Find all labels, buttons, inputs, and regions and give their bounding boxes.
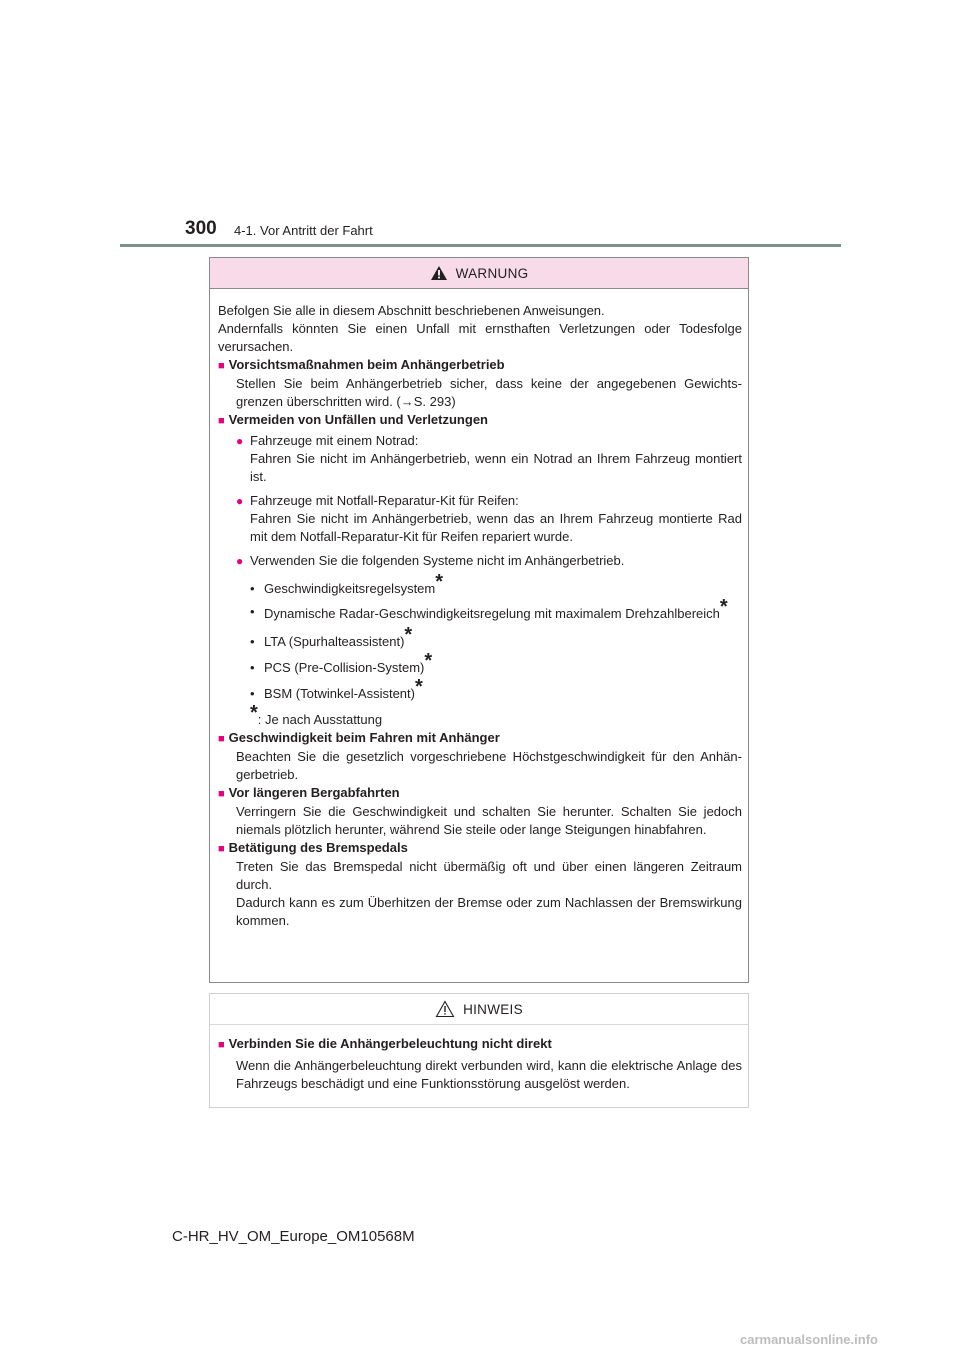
watermark: carmanualsonline.info [740,1332,878,1347]
square-bullet-icon: ■ [218,415,225,427]
caution-triangle-icon [435,1000,455,1018]
header-rule [120,244,841,247]
circle-bullet-icon: ● [236,494,244,508]
warning-triangle-icon [430,265,448,281]
list-item: ● Verwenden Sie die folgenden Systeme nicht im Anhängerbetrieb. [236,553,625,568]
notice-box [209,993,749,1108]
circle-bullet-icon: ● [236,554,244,568]
section-heading: ■ Vermeiden von Unfällen und Verletzungen [218,412,488,427]
square-bullet-icon: ■ [218,1039,225,1051]
notice-body [210,1025,748,1093]
footnote: *: Je nach Ausstattung [250,702,383,727]
notice-text: Wenn die Anhängerbeleuchtung direkt verbunden wird, kann die elektrische Anlage des Fahrzeugs beschädigt und eine Funktionsstörung ausgelöst werden. [236,1058,742,1091]
notice-heading: ■ Verbinden Sie die Anhängerbeleuchtung nicht direkt [218,1036,552,1051]
warning-box [209,257,749,983]
section-text: Stellen Sie beim Anhängerbetrieb sicher, dass keine der angegebenen Gewichtsgrenzen überschritten wird. (→S. 293) [236,376,742,409]
section-heading: ■ Betätigung des Bremspedals [218,840,408,855]
intro-line: Befolgen Sie alle in diesem Abschnitt beschriebenen Anweisungen. [218,303,605,318]
system-item: • PCS (Pre-Collision-System)* [250,650,433,675]
document-id: C-HR_HV_OM_Europe_OM10568M [172,1228,415,1245]
section-text: Beachten Sie die gesetzlich vorgeschriebene Höchstgeschwindigkeit für den Anhängerbetrieb. [236,749,742,782]
page-number: 300 [185,218,217,239]
square-bullet-icon: ■ [218,360,225,372]
notice-title: HINWEIS [463,1001,523,1017]
circle-bullet-icon: ● [236,434,244,448]
section-heading: ■ Geschwindigkeit beim Fahren mit Anhänger [218,730,500,745]
notice-header [210,994,748,1025]
section-heading: ■ Vor längeren Bergabfahrten [218,785,400,800]
system-item: • BSM (Totwinkel-Assistent)* [250,676,423,701]
system-item: • Dynamische Radar-Geschwindigkeitsregelung mit maximalem Drehzahlbereich* [250,596,728,621]
square-bullet-icon: ■ [218,788,225,800]
list-item: ● Fahrzeuge mit Notfall-Reparatur-Kit für Reifen: Fahren Sie nicht im Anhängerbetrieb, wenn das an Ihrem Fahrzeug montierte Rad mit dem Notfall-Reparatur-Kit für Reifen repariert wurde. [236,493,742,544]
system-item: • Geschwindigkeitsregelsystem* [250,571,444,596]
section-text: Dadurch kann es zum Überhitzen der Bremse oder zum Nachlassen der Bremswirkung kommen. [236,895,742,928]
section-heading: ■ Vorsichtsmaßnahmen beim Anhängerbetrieb [218,357,505,372]
system-item: • LTA (Spurhalteassistent)* [250,624,413,649]
warning-title: WARNUNG [455,265,529,281]
list-item: ● Fahrzeuge mit einem Notrad: Fahren Sie nicht im Anhängerbetrieb, wenn ein Notrad an Ihrem Fahrzeug montiert ist. [236,433,742,484]
section-title: 4-1. Vor Antritt der Fahrt [234,223,373,238]
section-text: Treten Sie das Bremspedal nicht übermäßig oft und über einen längeren Zeitraum durch. [236,859,742,892]
warning-header [210,258,748,289]
section-text: Verringern Sie die Geschwindigkeit und schalten Sie herunter. Schalten Sie jedoch niemals plötzlich herunter, während Sie steile oder lange Steigungen hinabfahren. [236,804,742,837]
square-bullet-icon: ■ [218,733,225,745]
square-bullet-icon: ■ [218,843,225,855]
warning-body [210,289,748,930]
intro-line: Andernfalls könnten Sie einen Unfall mit ernsthaften Verletzungen oder Todesfolge verursachen. [218,321,742,354]
